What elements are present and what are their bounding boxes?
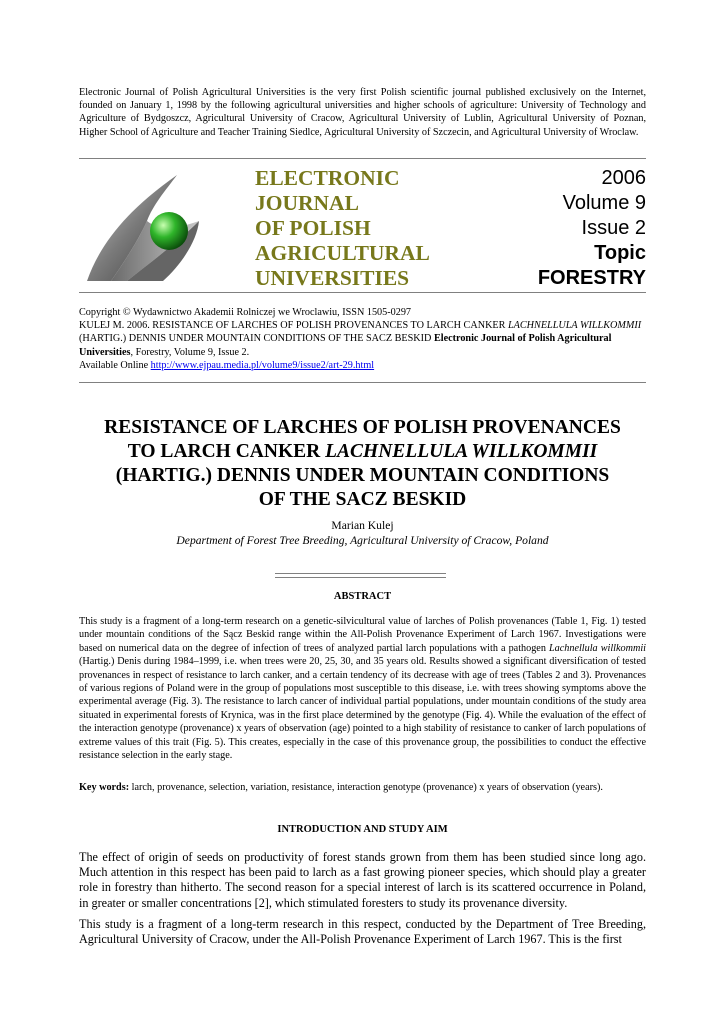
body-paragraph: This study is a fragment of a long-term research in this respect, conducted by the Department of Tree Breeding, Agricultural University of Cracow, under the All-Polish Provenance Experiment of Larch 1967. This is the first: [79, 917, 646, 947]
journal-title: [255, 166, 430, 291]
top-rule: [79, 158, 646, 159]
topic-value: FORESTRY: [537, 267, 646, 289]
abstract-text-part: (Hartig.) Denis during 1984–1999, i.e. when trees were 20, 25, 30, and 35 years old. Results showed a significant diversification of tested provenances in respect of resistance to larch canker, and a certain tendency of its decrease with age of trees (Tables 2 and 3). Provenances of various regions of Poland were in the group of populations most susceptible to this disease, i.e. with trees showing symptoms above the experimental average (Fig. 3). The resistance to larch cancer of individual partial populations, under mountain conditions of the study area situated in experimental forests of Krynica, was in the first place determined by the genotype (Fig. 4). While the evaluation of the effect of the interaction genotype (provenance) x years of observation (age) pointed to a high stability of resistance to canker of larch populations of extreme values of this trait (Fig. 5). This creates, especially in the case of this provenance group, the possibilities to conduct the effective resistance selection in the early stage.: [79, 656, 646, 762]
reference-species: LACHNELLULA WILLKOMMII: [508, 320, 642, 332]
journal-title-line: JOURNAL: [255, 191, 359, 215]
introduction-heading: INTRODUCTION AND STUDY AIM: [277, 824, 448, 835]
journal-title-line: OF POLISH: [255, 216, 371, 240]
journal-logo-icon: [81, 169, 209, 285]
masthead-rule: [79, 292, 646, 293]
article-url-link[interactable]: http://www.ejpau.media.pl/volume9/issue2/art-29.html: [150, 359, 375, 371]
article-title: [79, 416, 646, 512]
reference-text: , Forestry, Volume 9, Issue 2.: [130, 346, 250, 358]
abstract-species: Lachnellula willkommii: [548, 642, 646, 654]
keywords-text: larch, provenance, selection, variation, resistance, interaction genotype (provenance) x years of observation (years).: [129, 782, 603, 793]
abstract-heading: ABSTRACT: [333, 591, 392, 602]
issue-info: [538, 166, 646, 291]
journal-intro: Electronic Journal of Polish Agricultural Universities is the very first Polish scientific journal published exclusively on the Internet, founded on January 1, 1998 by the following agricultural universities and higher schools of agriculture: University of Technology and Agriculture of Bydgoszcz, Agricultural University of Cracow, Agricultural University of Lublin, Agricultural University of Poznan, Higher School of Agriculture and Teacher Training Siedlce, Agricultural University of Szczecin, and Agricultural University of Wroclaw.: [79, 87, 646, 138]
article-title-line: (HARTIG.) DENNIS UNDER MOUNTAIN CONDITIONS: [115, 465, 610, 486]
copyright-notice: Copyright © Wydawnictwo Akademii Rolniczej we Wroclawiu, ISSN 1505-0297: [79, 307, 412, 318]
reference-text: KULEJ M. 2006. RESISTANCE OF LARCHES OF POLISH PROVENANCES TO LARCH CANKER: [79, 320, 508, 332]
journal-masthead: [79, 163, 646, 291]
body-paragraph: The effect of origin of seeds on productivity of forest stands grown from them has been studied since long ago. Much attention in this respect has been paid to larch as a fast growing pioneer species, which should play a greater role in forestry than hitherto. The second reason for a special interest of larch is its scattered occurrence in Poland, in greater or smaller concentrations [2], which stimulated foresters to study its provenance diversity.: [79, 850, 646, 910]
citation-rule: [79, 382, 646, 383]
available-label: Available Online: [79, 359, 151, 371]
article-title-line: OF THE SACZ BESKID: [258, 489, 467, 510]
author-affiliation: Department of Forest Tree Breeding, Agricultural University of Cracow, Poland: [176, 534, 549, 547]
journal-title-line: UNIVERSITIES: [255, 266, 410, 290]
article-title-line: RESISTANCE OF LARCHES OF POLISH PROVENANCES: [104, 417, 621, 438]
author-name: Marian Kulej: [331, 519, 394, 532]
topic-label: Topic: [594, 242, 646, 264]
issue-year: 2006: [601, 167, 646, 189]
title-species: LACHNELLULA WILLKOMMII: [325, 441, 598, 462]
abstract-text-part: This study is a fragment of a long-term research on a genetic-silvicultural value of larches of Polish provenances (Table 1, Fig. 1) tested under mountain conditions of the Sącz Beskid range within the All-Polish Provenance Experiment of Larch 1967. Investigations were based on numerical data on the degree of infection of trees of analyzed partial larch populations with a pathogen: [79, 616, 646, 654]
issue-number: Issue 2: [581, 217, 646, 239]
keywords: [79, 781, 646, 794]
section-separator: [275, 573, 446, 578]
reference-text: (HARTIG.) DENNIS UNDER MOUNTAIN CONDITIONS OF THE SACZ BESKID: [79, 333, 434, 345]
article-title-line: [79, 440, 646, 464]
journal-title-line: ELECTRONIC: [255, 166, 400, 190]
keywords-label: Key words:: [79, 782, 130, 793]
article-reference: [79, 319, 646, 359]
citation-block: [79, 306, 646, 372]
title-text: TO LARCH CANKER: [127, 441, 326, 462]
journal-title-line: AGRICULTURAL: [255, 241, 430, 265]
available-online: [79, 359, 646, 372]
reference-journal: Electronic Journal of Polish Agricultural Universities: [79, 333, 612, 358]
abstract-text: [79, 615, 646, 762]
issue-volume: Volume 9: [562, 192, 646, 214]
